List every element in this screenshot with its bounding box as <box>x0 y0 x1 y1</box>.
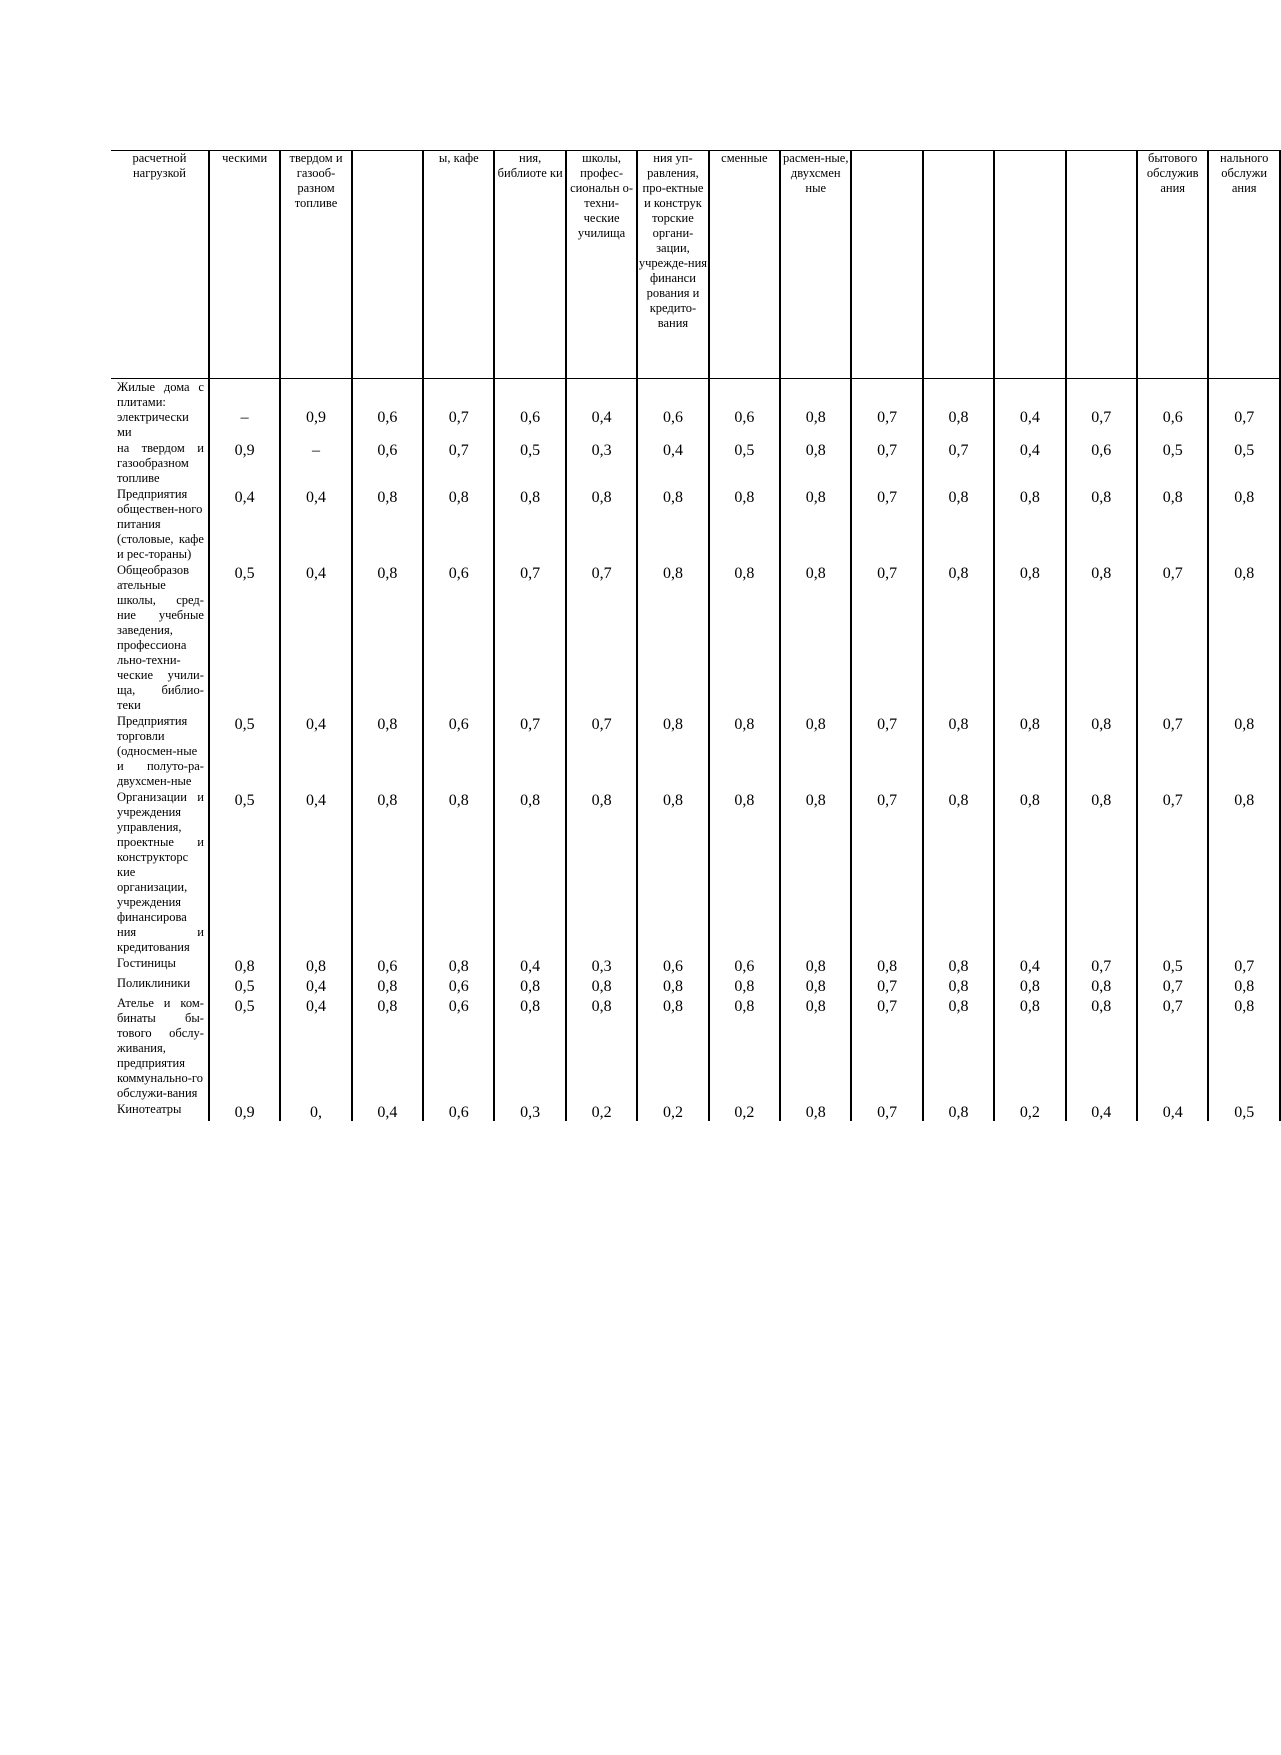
coefficient-cell: 0,6 <box>637 955 708 975</box>
coefficient-cell: 0,8 <box>994 975 1065 995</box>
coefficient-cell: 0,4 <box>994 440 1065 486</box>
column-header-6: школы, профес-сиональн о-техни-ческие училища <box>566 151 637 379</box>
coefficient-cell: 0,8 <box>637 995 708 1101</box>
table-row <box>111 562 1280 713</box>
coefficient-cell: 0,8 <box>566 789 637 955</box>
table-row <box>111 379 1280 441</box>
coefficient-cell: 0,3 <box>494 1101 565 1121</box>
coefficient-cell: 0,7 <box>851 562 922 713</box>
coefficient-cell: 0,7 <box>851 486 922 562</box>
coefficient-cell: 0,4 <box>280 713 351 789</box>
coefficient-cell: 0,8 <box>352 562 423 713</box>
coefficient-cell: 0,7 <box>851 1101 922 1121</box>
coefficient-cell: 0,8 <box>709 562 780 713</box>
coefficient-cell: 0,4 <box>994 955 1065 975</box>
row-label <box>111 713 209 789</box>
coefficient-cell: 0,4 <box>352 1101 423 1121</box>
coefficient-cell: 0,7 <box>851 789 922 955</box>
coefficient-cell: 0,8 <box>637 486 708 562</box>
table-row <box>111 713 1280 789</box>
coefficient-cell: 0,7 <box>1208 955 1280 975</box>
coefficient-cell: 0,8 <box>709 995 780 1101</box>
column-header-13 <box>1066 151 1137 379</box>
coefficient-cell: 0,4 <box>994 379 1065 441</box>
coefficient-cell: 0,5 <box>1208 440 1280 486</box>
coefficient-cell: 0,6 <box>637 379 708 441</box>
coefficient-cell: 0,6 <box>423 1101 494 1121</box>
coefficient-cell: 0,6 <box>1137 379 1208 441</box>
table-row <box>111 955 1280 975</box>
coefficient-cell: 0,7 <box>1208 379 1280 441</box>
row-label-text: Предприятия обществен-ного питания (столовые, кафе и рес-тораны) <box>117 487 204 561</box>
coefficient-cell: 0,4 <box>280 995 351 1101</box>
coefficient-cell: 0,8 <box>209 955 280 975</box>
coefficient-cell: 0,8 <box>780 486 851 562</box>
column-header-8: сменные <box>709 151 780 379</box>
coefficient-cell: 0,8 <box>709 789 780 955</box>
coefficient-cell: 0,7 <box>1137 995 1208 1101</box>
coefficient-cell: 0,8 <box>352 486 423 562</box>
row-label-text: Общеобразов ательные школы, сред-ние учебные заведения, профессиона льно-техни-ческие учили-ща, библио-теки <box>117 563 204 712</box>
coefficient-cell: 0,8 <box>637 562 708 713</box>
coefficient-cell: 0,7 <box>1137 789 1208 955</box>
coefficient-cell: 0,7 <box>566 562 637 713</box>
coefficient-cell: 0,4 <box>209 486 280 562</box>
coefficient-cell: 0,4 <box>566 379 637 441</box>
coefficient-cell: 0,8 <box>494 486 565 562</box>
coefficient-cell: 0,6 <box>352 379 423 441</box>
row-label <box>111 486 209 562</box>
coefficient-cell: 0,5 <box>209 995 280 1101</box>
coefficient-cell: 0,7 <box>1137 713 1208 789</box>
coefficient-cell: 0,8 <box>1066 789 1137 955</box>
coefficient-cell: 0,7 <box>923 440 994 486</box>
column-header-14: бытового обслужив ания <box>1137 151 1208 379</box>
column-header-0: расчетной нагрузкой <box>111 151 209 379</box>
column-header-9: расмен-ные, двухсмен ные <box>780 151 851 379</box>
coefficient-cell: 0,7 <box>566 713 637 789</box>
column-header-7: ния уп-равления, про-ектные и конструк торские органи-зации, учрежде-ния финанси рования и кредито-вания <box>637 151 708 379</box>
row-label-text: Ателье и ком-бинаты бы-тового обслу-живания, предприятия коммунально-го обслужи-вания <box>117 996 204 1100</box>
coefficient-cell: 0,2 <box>566 1101 637 1121</box>
coefficient-cell: 0,7 <box>1137 975 1208 995</box>
coefficient-cell: 0,8 <box>352 975 423 995</box>
coefficient-cell: 0,8 <box>352 789 423 955</box>
coefficient-cell: 0,8 <box>1066 562 1137 713</box>
coefficient-cell: 0,8 <box>923 975 994 995</box>
column-header-3 <box>352 151 423 379</box>
coefficient-cell: 0,8 <box>1208 789 1280 955</box>
coefficient-cell: 0,5 <box>209 975 280 995</box>
coefficient-cell: 0,8 <box>780 789 851 955</box>
coefficient-cell: 0,6 <box>423 975 494 995</box>
table-header <box>111 151 1280 379</box>
coefficient-cell: 0,7 <box>494 562 565 713</box>
row-label <box>111 379 209 441</box>
coefficient-cell: 0,8 <box>994 486 1065 562</box>
row-label-text: электрически ми <box>117 410 189 439</box>
row-label <box>111 955 209 975</box>
coefficient-cell: 0,5 <box>1137 955 1208 975</box>
coefficient-cell: – <box>209 379 280 441</box>
coefficient-cell: 0,2 <box>637 1101 708 1121</box>
coefficient-cell: 0,5 <box>209 789 280 955</box>
coefficient-cell: 0,8 <box>780 440 851 486</box>
coefficient-cell: 0,8 <box>1208 562 1280 713</box>
header-row <box>111 151 1280 379</box>
coefficient-cell: 0,8 <box>566 975 637 995</box>
coefficient-cell: 0,8 <box>637 975 708 995</box>
coefficient-cell: 0,8 <box>780 1101 851 1121</box>
coefficient-cell: 0,5 <box>1208 1101 1280 1121</box>
coefficient-cell: 0,8 <box>994 995 1065 1101</box>
coefficient-cell: 0,5 <box>209 562 280 713</box>
coefficient-cell: 0,8 <box>280 955 351 975</box>
coefficient-cell: 0,8 <box>423 955 494 975</box>
coefficient-cell: 0,7 <box>423 440 494 486</box>
coefficient-cell: 0,8 <box>494 995 565 1101</box>
coefficient-cell: 0,5 <box>709 440 780 486</box>
coefficient-cell: 0, <box>280 1101 351 1121</box>
coefficient-cell: 0,7 <box>1137 562 1208 713</box>
row-label <box>111 1101 209 1121</box>
coefficient-cell: 0,2 <box>709 1101 780 1121</box>
coefficient-cell: – <box>280 440 351 486</box>
row-label <box>111 975 209 995</box>
table-body <box>111 379 1280 1122</box>
coefficient-cell: 0,7 <box>851 975 922 995</box>
coefficient-cell: 0,5 <box>1137 440 1208 486</box>
column-header-1: ческими <box>209 151 280 379</box>
coefficient-cell: 0,3 <box>566 955 637 975</box>
coefficient-cell: 0,6 <box>423 562 494 713</box>
coefficient-table <box>111 150 1281 1121</box>
coefficient-cell: 0,8 <box>637 789 708 955</box>
table-row <box>111 486 1280 562</box>
table-row <box>111 440 1280 486</box>
coefficient-cell: 0,6 <box>352 440 423 486</box>
coefficient-cell: 0,8 <box>1137 486 1208 562</box>
coefficient-cell: 0,8 <box>709 486 780 562</box>
coefficient-cell: 0,8 <box>1066 995 1137 1101</box>
row-label <box>111 440 209 486</box>
row-label-text: Организации и учреждения управления, проектные и конструкторс кие организации, учреждения финансирова ния и кредитования <box>117 790 204 954</box>
table-row <box>111 789 1280 955</box>
coefficient-cell: 0,4 <box>1066 1101 1137 1121</box>
coefficient-cell: 0,8 <box>1208 713 1280 789</box>
coefficient-cell: 0,8 <box>923 562 994 713</box>
coefficient-cell: 0,8 <box>494 789 565 955</box>
coefficient-cell: 0,8 <box>923 486 994 562</box>
table-row <box>111 1101 1280 1121</box>
column-header-4: ы, кафе <box>423 151 494 379</box>
row-label <box>111 995 209 1101</box>
coefficient-cell: 0,8 <box>994 713 1065 789</box>
coefficient-cell: 0,8 <box>709 975 780 995</box>
row-label-text: на твердом и газообразном топливе <box>117 441 204 485</box>
coefficient-cell: 0,8 <box>923 995 994 1101</box>
coefficient-cell: 0,2 <box>994 1101 1065 1121</box>
coefficient-cell: 0,8 <box>923 713 994 789</box>
row-label-text: Кинотеатры <box>117 1102 182 1116</box>
coefficient-cell: 0,4 <box>494 955 565 975</box>
coefficient-cell: 0,8 <box>923 379 994 441</box>
coefficient-cell: 0,8 <box>637 713 708 789</box>
coefficient-cell: 0,3 <box>566 440 637 486</box>
coefficient-cell: 0,8 <box>780 955 851 975</box>
row-label-text: Поликлиники <box>117 976 191 990</box>
coefficient-cell: 0,5 <box>494 440 565 486</box>
row-label-text: Предприятия торговли (односмен-ные и полуто-ра-двухсмен-ные <box>117 714 204 788</box>
coefficient-cell: 0,8 <box>423 486 494 562</box>
column-header-2: твердом и газооб-разном топливе <box>280 151 351 379</box>
coefficient-cell: 0,8 <box>1208 975 1280 995</box>
column-header-15: нального обслужи ания <box>1208 151 1280 379</box>
coefficient-cell: 0,8 <box>1066 975 1137 995</box>
coefficient-cell: 0,4 <box>637 440 708 486</box>
coefficient-cell: 0,4 <box>280 789 351 955</box>
coefficient-cell: 0,8 <box>780 713 851 789</box>
coefficient-cell: 0,6 <box>352 955 423 975</box>
coefficient-cell: 0,9 <box>280 379 351 441</box>
coefficient-cell: 0,8 <box>566 486 637 562</box>
table-row <box>111 975 1280 995</box>
row-group-label: Жилые дома с плитами: <box>117 380 204 409</box>
coefficient-cell: 0,6 <box>423 713 494 789</box>
coefficient-cell: 0,8 <box>780 562 851 713</box>
coefficient-cell: 0,8 <box>923 789 994 955</box>
coefficient-cell: 0,8 <box>352 713 423 789</box>
coefficient-cell: 0,8 <box>423 789 494 955</box>
coefficient-cell: 0,8 <box>923 1101 994 1121</box>
coefficient-cell: 0,7 <box>851 713 922 789</box>
coefficient-cell: 0,8 <box>780 995 851 1101</box>
column-header-12 <box>994 151 1065 379</box>
coefficient-cell: 0,8 <box>1066 486 1137 562</box>
coefficient-cell: 0,8 <box>780 975 851 995</box>
coefficient-cell: 0,5 <box>209 713 280 789</box>
coefficient-cell: 0,8 <box>1208 995 1280 1101</box>
coefficient-cell: 0,7 <box>423 379 494 441</box>
coefficient-cell: 0,8 <box>923 955 994 975</box>
coefficient-cell: 0,6 <box>423 995 494 1101</box>
column-header-10 <box>851 151 922 379</box>
coefficient-cell: 0,8 <box>709 713 780 789</box>
coefficient-cell: 0,8 <box>994 562 1065 713</box>
row-label <box>111 789 209 955</box>
table-row <box>111 995 1280 1101</box>
row-label <box>111 562 209 713</box>
coefficient-cell: 0,7 <box>851 440 922 486</box>
coefficient-cell: 0,4 <box>280 486 351 562</box>
coefficient-cell: 0,8 <box>1066 713 1137 789</box>
column-header-11 <box>923 151 994 379</box>
coefficient-cell: 0,6 <box>709 955 780 975</box>
coefficient-cell: 0,8 <box>352 995 423 1101</box>
coefficient-cell: 0,8 <box>1208 486 1280 562</box>
coefficient-cell: 0,4 <box>280 975 351 995</box>
coefficient-cell: 0,8 <box>780 379 851 441</box>
coefficient-cell: 0,9 <box>209 1101 280 1121</box>
coefficient-cell: 0,7 <box>494 713 565 789</box>
coefficient-cell: 0,6 <box>709 379 780 441</box>
coefficient-cell: 0,7 <box>851 995 922 1101</box>
coefficient-cell: 0,4 <box>1137 1101 1208 1121</box>
coefficient-cell: 0,8 <box>994 789 1065 955</box>
coefficient-cell: 0,7 <box>851 379 922 441</box>
coefficient-cell: 0,8 <box>494 975 565 995</box>
coefficient-cell: 0,7 <box>1066 955 1137 975</box>
coefficient-cell: 0,6 <box>494 379 565 441</box>
coefficient-cell: 0,7 <box>1066 379 1137 441</box>
coefficient-cell: 0,8 <box>566 995 637 1101</box>
coefficient-cell: 0,4 <box>280 562 351 713</box>
column-header-5: ния, библиоте ки <box>494 151 565 379</box>
row-label-text: Гостиницы <box>117 956 176 970</box>
coefficient-cell: 0,9 <box>209 440 280 486</box>
coefficient-cell: 0,6 <box>1066 440 1137 486</box>
coefficient-cell: 0,8 <box>851 955 922 975</box>
